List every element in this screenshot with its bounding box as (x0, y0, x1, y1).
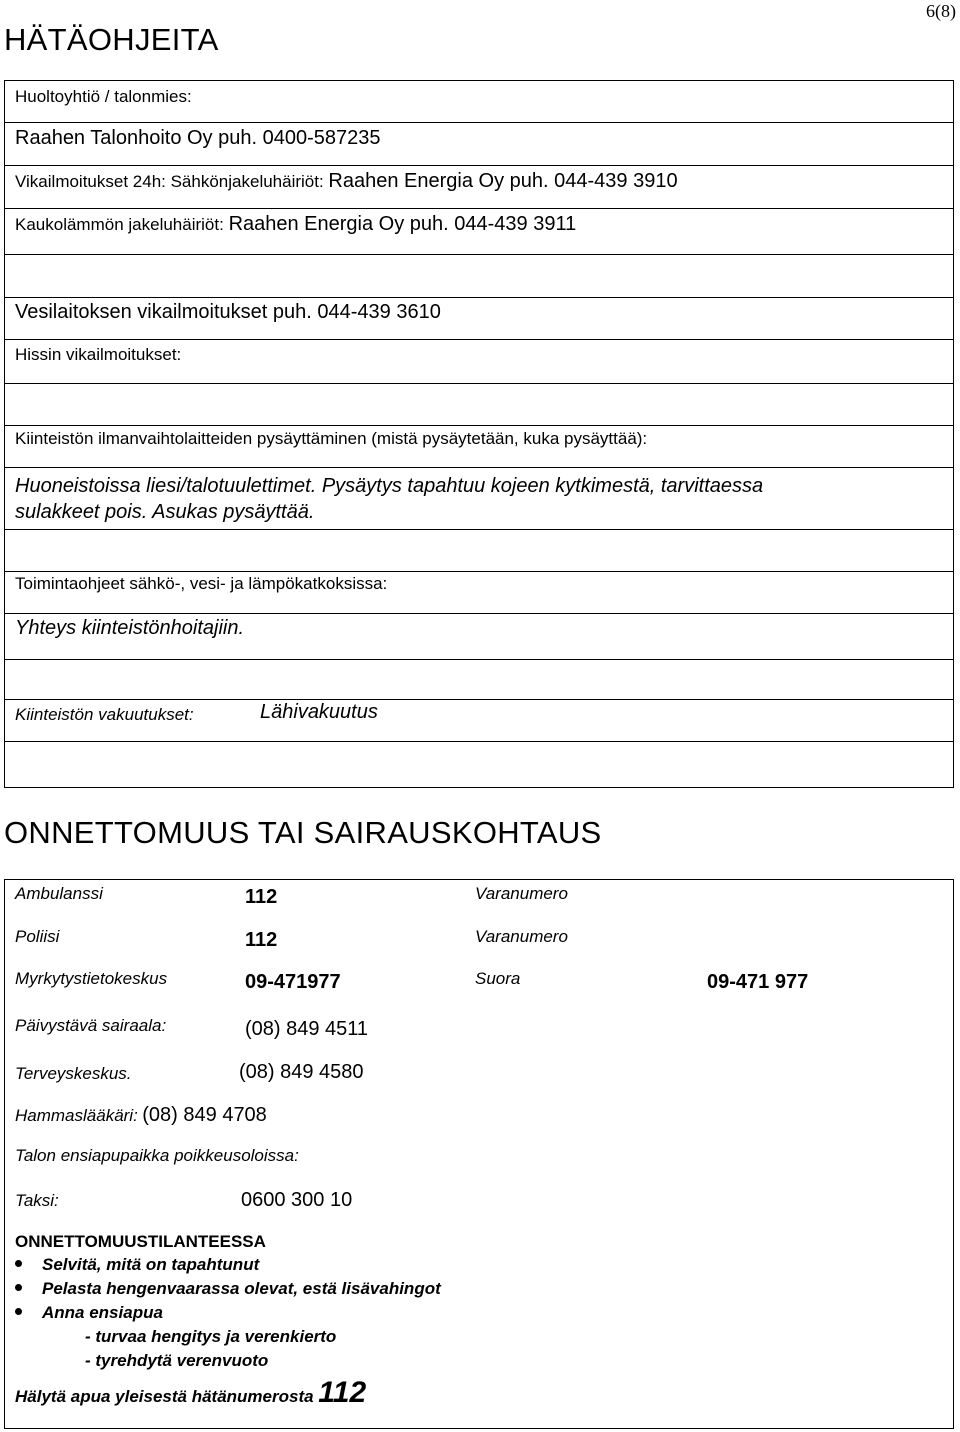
list-item: Anna ensiapua (15, 1303, 441, 1327)
list-item: Pelasta hengenvaarassa olevat, estä lisävahingot (15, 1279, 441, 1303)
district-heating-value: Raahen Energia Oy puh. 044-439 3911 (228, 213, 577, 235)
ambulance-alt-label: Varanumero (475, 884, 568, 903)
health-center-number: (08) 849 4580 (239, 1061, 364, 1083)
accident-title: ONNETTOMUUS TAI SAIRAUSKOHTAUS (4, 815, 602, 850)
instructions-title: ONNETTOMUUSTILANTEESSA (15, 1232, 266, 1251)
poison-direct-label: Suora (475, 969, 521, 988)
first-aid-label: Talon ensiapupaikka poikkeusoloissa: (15, 1146, 299, 1165)
district-heating-label: Kaukolämmön jakeluhäiriöt: (15, 215, 229, 234)
ventilation-value-line2: sulakkeet pois. Asukas pysäyttää. (15, 501, 315, 523)
call-help-text: Hälytä apua yleisestä hätänumerosta (15, 1387, 319, 1406)
fault-reports-row (15, 170, 678, 193)
fault-reports-label: Vikailmoitukset 24h: Sähkönjakeluhäiriöt: (15, 172, 329, 191)
water-works-faults: Vesilaitoksen vikailmoitukset puh. 044-439 3610 (15, 301, 441, 323)
row-divider (5, 741, 953, 742)
caretaker-label: Huoltoyhtiö / talonmies: (15, 87, 192, 106)
outage-label: Toimintaohjeet sähkö-, vesi- ja lämpökatkoksissa: (15, 574, 388, 593)
poison-center-label: Myrkytystietokeskus (15, 969, 168, 988)
list-item: Selvitä, mitä on tapahtunut (15, 1255, 441, 1279)
sub-instruction: - turvaa hengitys ja verenkierto (85, 1327, 337, 1346)
row-divider (5, 165, 953, 166)
bullet-icon (15, 1284, 22, 1291)
call-help-row (15, 1376, 366, 1410)
insurance-label: Kiinteistön vakuutukset: (15, 705, 194, 724)
taxi-label: Taksi: (15, 1191, 59, 1210)
district-heating-row (15, 213, 576, 236)
health-center-label: Terveyskeskus. (15, 1064, 132, 1083)
dentist-label: Hammaslääkäri: (15, 1106, 138, 1125)
row-divider (5, 208, 953, 209)
emergency-title: HÄTÄOHJEITA (4, 22, 219, 57)
elevator-label: Hissin vikailmoitukset: (15, 345, 182, 364)
outage-value: Yhteys kiinteistönhoitajiin. (15, 617, 245, 639)
emergency-table (4, 80, 954, 788)
ambulance-label: Ambulanssi (15, 884, 103, 903)
police-alt-label: Varanumero (475, 927, 568, 946)
page-number: 6(8) (926, 1, 956, 21)
sub-instruction: - tyrehdytä verenvuoto (85, 1351, 269, 1370)
call-help-number: 112 (318, 1376, 367, 1409)
poison-direct-number: 09-471 977 (707, 971, 809, 993)
police-label: Poliisi (15, 927, 60, 946)
row-divider (5, 383, 953, 384)
police-number: 112 (245, 929, 278, 951)
dentist-row (15, 1104, 267, 1127)
row-divider (5, 425, 953, 426)
row-divider (5, 339, 953, 340)
row-divider (5, 467, 953, 468)
row-divider (5, 297, 953, 298)
bullet-icon (15, 1260, 22, 1267)
hospital-label: Päivystävä sairaala: (15, 1016, 167, 1035)
row-divider (5, 254, 953, 255)
row-divider (5, 613, 953, 614)
accident-box (4, 879, 954, 1429)
dentist-number: (08) 849 4708 (142, 1104, 267, 1126)
bullet-icon (15, 1308, 22, 1315)
insurance-value: Lähivakuutus (260, 701, 378, 723)
row-divider (5, 571, 953, 572)
row-divider (5, 659, 953, 660)
ambulance-number: 112 (245, 886, 278, 908)
ventilation-value-line1: Huoneistoissa liesi/talotuulettimet. Pysäytys tapahtuu kojeen kytkimestä, tarvittaessa (15, 475, 764, 497)
row-divider (5, 529, 953, 530)
hospital-number: (08) 849 4511 (245, 1018, 369, 1040)
instructions-list (15, 1255, 441, 1327)
ventilation-label: Kiinteistön ilmanvaihtolaitteiden pysäyttäminen (mistä pysäytetään, kuka pysäyttää): (15, 429, 648, 448)
row-divider (5, 699, 953, 700)
row-divider (5, 122, 953, 123)
taxi-number: 0600 300 10 (241, 1189, 353, 1211)
caretaker-value: Raahen Talonhoito Oy puh. 0400-587235 (15, 127, 381, 149)
fault-reports-value: Raahen Energia Oy puh. 044-439 3910 (328, 170, 678, 192)
poison-center-number: 09-471977 (245, 971, 341, 993)
